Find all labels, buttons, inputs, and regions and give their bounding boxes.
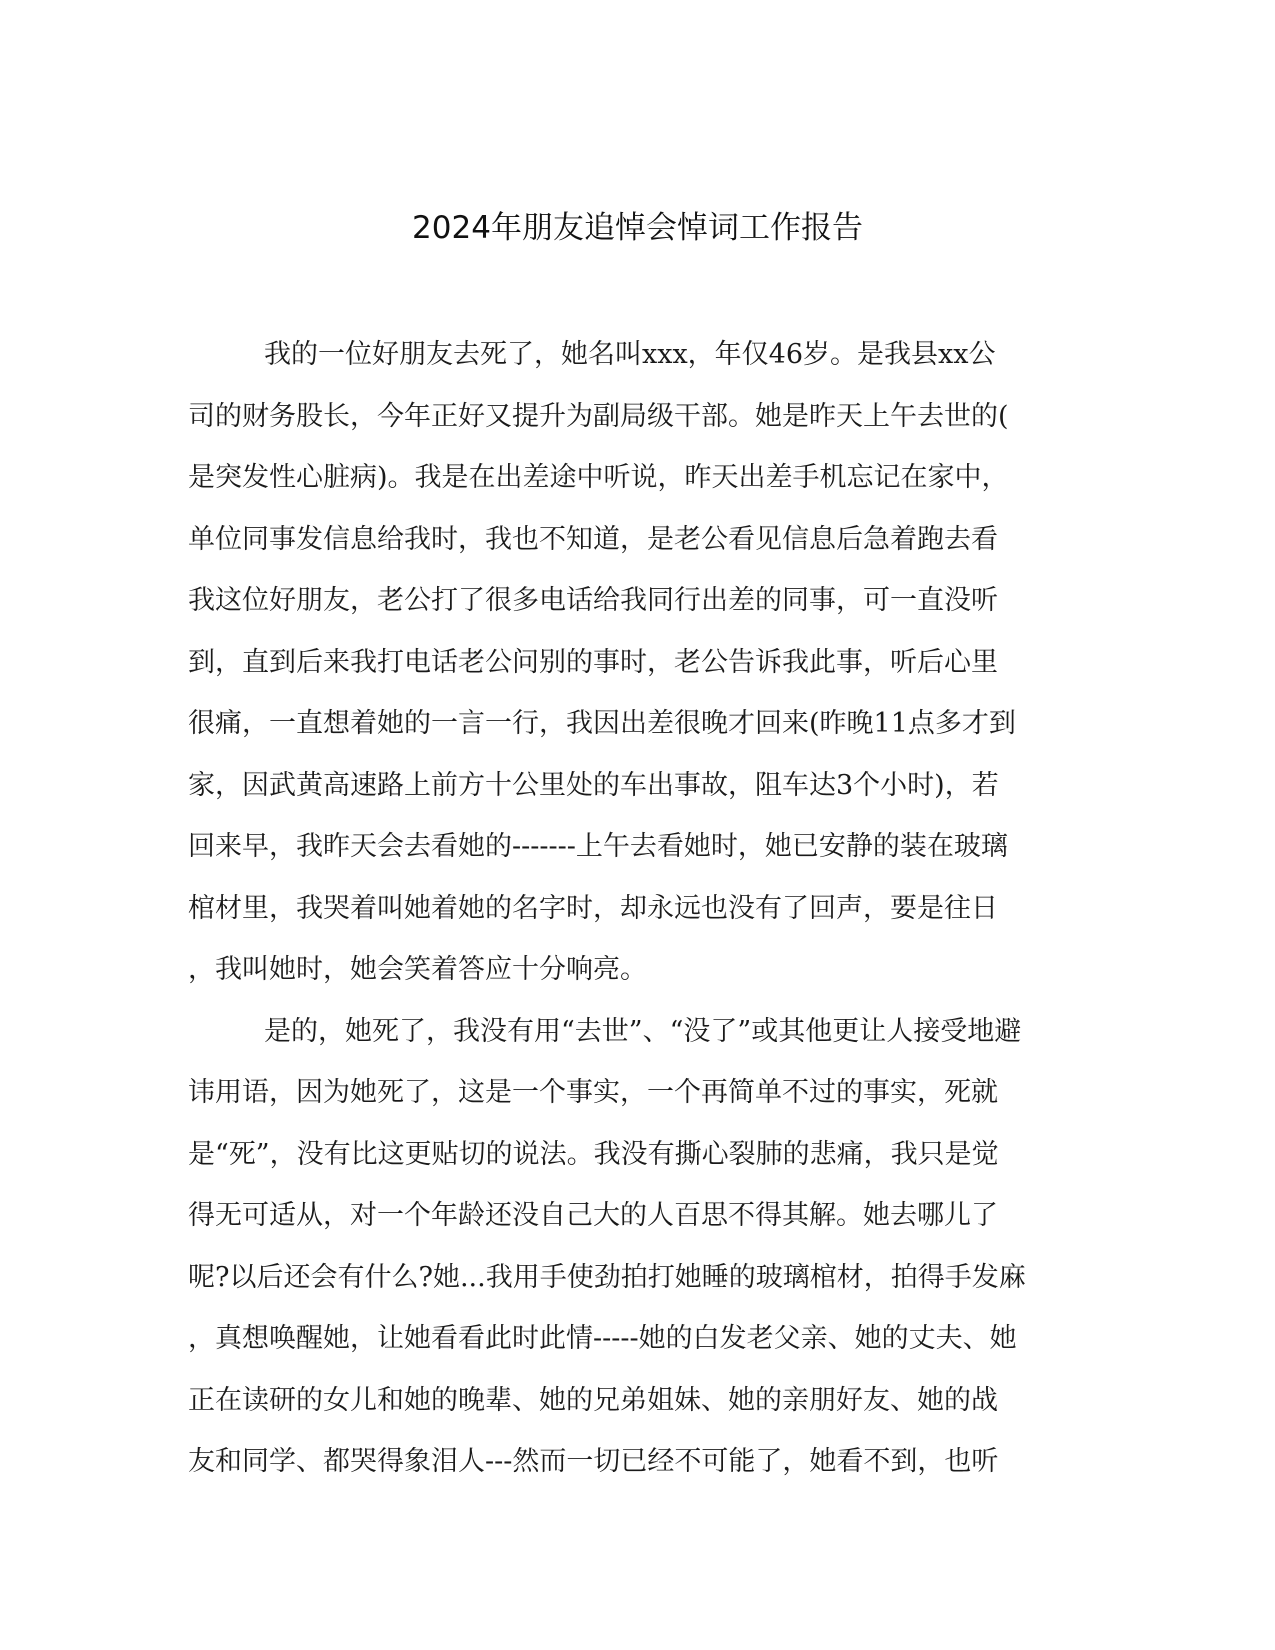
text-line: 我这位好朋友，老公打了很多电话给我同行出差的同事，可一直没听: [188, 585, 998, 616]
text-line: ，真想唤醒她，让她看看此时此情-----她的白发老父亲、她的丈夫、她: [188, 1323, 1017, 1354]
text-line: 呢?以后还会有什么?她...我用手使劲拍打她睡的玻璃棺材，拍得手发麻: [188, 1261, 1026, 1293]
text-line: 很痛，一直想着她的一言一行，我因出差很晚才回来(昨晚11点多才到: [188, 708, 1016, 739]
text-line: 是“死”，没有比这更贴切的说法。我没有撕心裂肺的悲痛，我只是觉: [188, 1138, 999, 1170]
text-line: 单位同事发信息给我时，我也不知道，是老公看见信息后急着跑去看: [188, 523, 998, 555]
text-line: 我的一位好朋友去死了，她名叫xxx，年仅46岁。是我县xx公: [264, 339, 996, 370]
document-body: [188, 324, 1088, 1493]
text-line: 司的财务股长，今年正好又提升为副局级干部。她是昨天上午去世的(: [188, 400, 1009, 432]
text-line: 是的，她死了，我没有用“去世”、“没了”或其他更让人接受地避: [264, 1015, 1022, 1047]
text-line: ，我叫她时，她会笑着答应十分响亮。: [188, 954, 647, 985]
text-line: 讳用语，因为她死了，这是一个事实，一个再简单不过的事实，死就: [188, 1077, 998, 1108]
text-line: 是突发性心脏病)。我是在出差途中听说，昨天出差手机忘记在家中，: [188, 462, 1009, 493]
text-line: 棺材里，我哭着叫她着她的名字时，却永远也没有了回声，要是往日: [188, 892, 998, 924]
text-line: 得无可适从，对一个年龄还没自己大的人百思不得其解。她去哪儿了: [188, 1200, 998, 1231]
text-line: 友和同学、都哭得象泪人---然而一切已经不可能了，她看不到，也听: [188, 1446, 999, 1477]
text-line: 家，因武黄高速路上前方十公里处的车出事故，阻车达3个小时)，若: [188, 769, 999, 801]
text-line: 正在读研的女儿和她的晚辈、她的兄弟姐妹、她的亲朋好友、她的战: [188, 1384, 998, 1416]
document-title: 2024年朋友追悼会悼词工作报告: [412, 210, 863, 246]
text-line: 到，直到后来我打电话老公问别的事时，老公告诉我此事，听后心里: [188, 646, 998, 678]
text-line: 回来早，我昨天会去看她的-------上午去看她时，她已安静的装在玻璃: [188, 831, 1008, 862]
